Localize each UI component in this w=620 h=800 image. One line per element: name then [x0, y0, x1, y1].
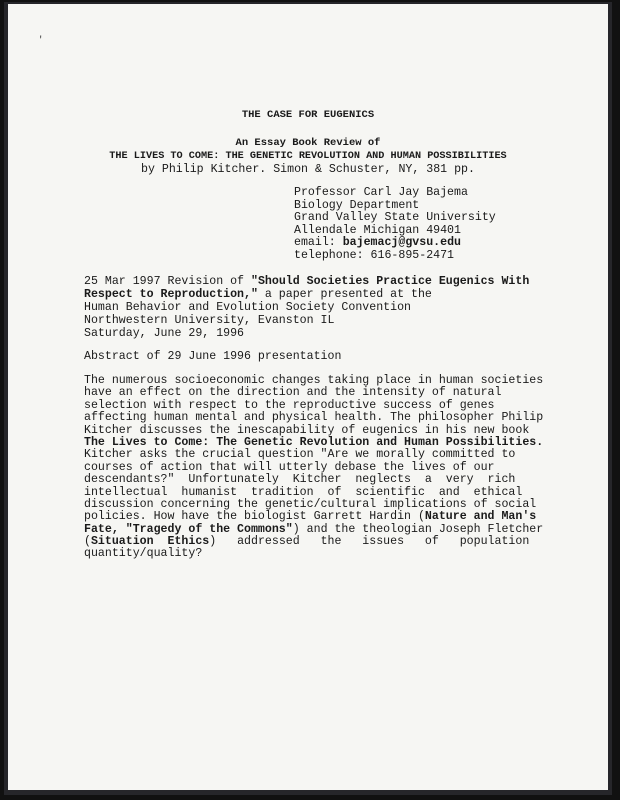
address-line: Allendale Michigan 49401: [294, 223, 461, 237]
paper-title-cont: Respect to Reproduction,": [84, 288, 258, 301]
date-line: Saturday, June 29, 1996: [84, 327, 245, 340]
revision-note: [84, 275, 554, 340]
address-line: Grand Valley State University: [294, 211, 496, 225]
address-line: Biology Department: [294, 198, 420, 212]
email-line: [294, 236, 496, 249]
hardin-title-cont: Fate, "Tragedy of the Commons": [84, 522, 293, 536]
abstract-line: descendants?" Unfortunately Kitcher neglects a very rich: [84, 473, 516, 486]
text-span: ) addressed the issues of population: [209, 535, 530, 548]
document-title: THE CASE FOR EUGENICS: [241, 109, 375, 121]
abstract-line: Kitcher asks the crucial question "Are we morally committed to: [84, 448, 516, 461]
revision-suffix: a paper presented at the: [257, 288, 432, 301]
email-label: email:: [294, 236, 343, 250]
convention-line: Human Behavior and Evolution Society Convention: [84, 301, 411, 314]
abstract-line: [84, 436, 548, 448]
book-citation: by Philip Kitcher. Simon & Schuster, NY, 381 pp.: [141, 163, 475, 176]
book-title: THE LIVES TO COME: THE GENETIC REVOLUTION AND HUMAN POSSIBILITIES: [109, 151, 507, 162]
author-address-block: [294, 186, 496, 262]
text-span: (: [84, 535, 91, 548]
abstract-line: intellectual humanist tradition of scientific and ethical: [84, 485, 523, 498]
text-span: policies. How have the biologist Garrett Hardin (: [84, 510, 425, 523]
hardin-title: Nature and Man's: [424, 510, 537, 523]
abstract-line: courses of action that will utterly debase the lives of our: [84, 460, 495, 474]
abstract-heading: Abstract of 29 June 1996 presentation: [84, 350, 342, 363]
abstract-line: quantity/quality?: [84, 547, 203, 560]
abstract-line: have an effect on the direction and the intensity of natural: [84, 386, 502, 399]
abstract-line: Kitcher discusses the inescapability of eugenics in his new book: [84, 423, 530, 436]
abstract-line: selection with respect to the reproductive success of genes: [84, 398, 495, 412]
abstract-line: [84, 523, 548, 535]
address-line: Professor Carl Jay Bajema: [294, 186, 468, 199]
review-subtitle: An Essay Book Review of: [235, 137, 381, 149]
text-span: ) and the theologian Joseph Fletcher: [292, 522, 544, 536]
book-title-inline: The Lives to Come: The Genetic Revolution and Human Possibilities.: [84, 435, 544, 449]
abstract-line: affecting human mental and physical health. The philosopher Philip: [84, 411, 544, 424]
abstract-body: [84, 374, 548, 560]
email-address: bajemacj@gvsu.edu: [342, 236, 461, 250]
abstract-line: [84, 510, 548, 522]
document-page: [8, 4, 608, 790]
fletcher-title: Situation Ethics: [90, 535, 210, 548]
telephone-line: telephone: 616-895-2471: [294, 248, 455, 262]
venue-line: Northwestern University, Evanston IL: [84, 314, 335, 327]
abstract-line: [84, 535, 548, 547]
paper-title: "Should Societies Practice Eugenics With: [250, 275, 530, 288]
abstract-line: The numerous socioeconomic changes taking place in human societies: [84, 374, 544, 387]
abstract-line: discussion concerning the genetic/cultural implications of social: [84, 497, 537, 511]
stray-marks: ': [38, 35, 44, 45]
revision-prefix: 25 Mar 1997 Revision of: [84, 275, 251, 288]
